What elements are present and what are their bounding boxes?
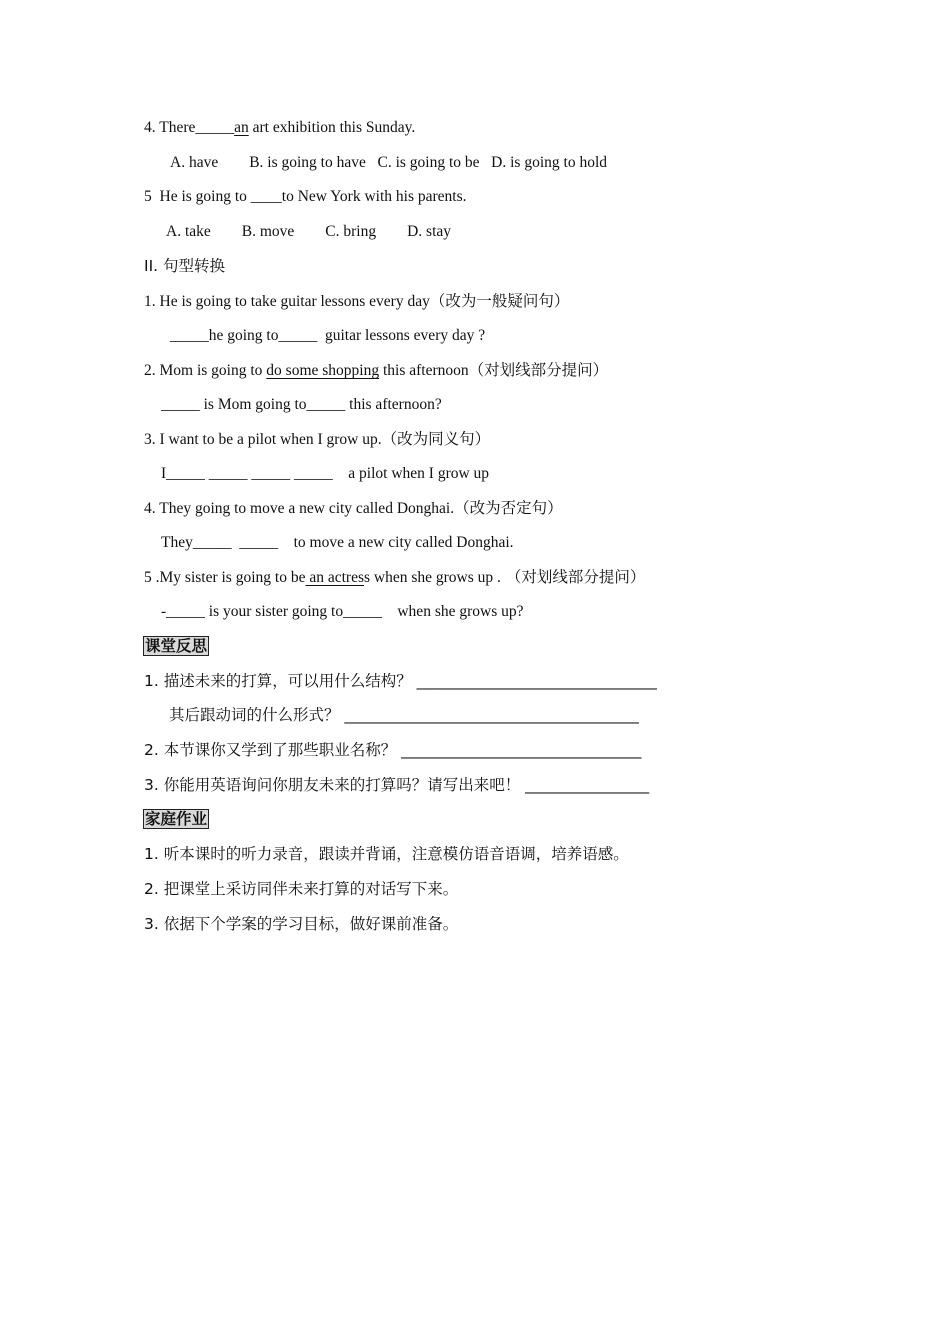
question-5-options: A. take B. move C. bring D. stay xyxy=(166,223,452,240)
transform-2-prompt-cn: （对划线部分提问） xyxy=(468,361,609,379)
homework-item-1: 1. 听本课时的听力录音，跟读并背诵，注意模仿语音语调，培养语感。 xyxy=(144,845,629,863)
homework-section xyxy=(143,809,209,830)
transform-4-prompt xyxy=(144,498,563,519)
transform-3-prompt-en: 3. I want to be a pilot when I grow up. xyxy=(144,431,382,448)
homework-item-2: 2. 把课堂上采访同伴未来打算的对话写下来。 xyxy=(144,880,459,898)
reflection-item-3: 3. 你能用英语询问你朋友未来的打算吗？请写出来吧！ ________________ xyxy=(144,776,650,794)
transform-2-prompt-post: this afternoon xyxy=(379,362,469,379)
question-4-number: 4. There xyxy=(144,119,196,136)
transform-5-underlined: an actres xyxy=(305,569,364,586)
reflection-item-2: 2. 本节课你又学到了那些职业名称？ _______________________________ xyxy=(144,741,642,759)
transform-5-prompt-post: s when she grows up . xyxy=(364,569,501,586)
transform-4-prompt-cn: （改为否定句） xyxy=(454,499,563,517)
question-4 xyxy=(144,118,415,138)
question-4-rest: art exhibition this Sunday. xyxy=(248,119,416,136)
transform-5-prompt xyxy=(144,567,645,588)
transform-4-prompt-en: 4. They going to move a new city called Donghai. xyxy=(144,500,455,517)
reflection-item-1b: 其后跟动词的什么形式？ ______________________________________ xyxy=(169,706,639,724)
section-2-title: II. 句型转换 xyxy=(144,257,225,275)
reflection-section xyxy=(143,636,209,657)
transform-2-prompt xyxy=(144,360,608,381)
question-4-underlined: an xyxy=(234,119,249,136)
reflection-item-1: 1. 描述未来的打算，可以用什么结构？ _______________________________ xyxy=(144,672,657,690)
transform-1-prompt xyxy=(144,291,569,312)
transform-1-prompt-cn: （改为一般疑问句） xyxy=(429,292,570,310)
transform-3-prompt-cn: （改为同义句） xyxy=(381,430,491,448)
transform-5-prompt-cn: （对划线部分提问） xyxy=(500,568,646,586)
transform-4-answer: They_____ _____ to move a new city called Donghai. xyxy=(161,534,514,551)
question-4-options: A. have B. is going to have C. is going to be D. is going to hold xyxy=(170,154,607,171)
transform-2-underlined: do some shopping xyxy=(266,362,380,379)
transform-2-prompt-pre: 2. Mom is going to xyxy=(144,362,267,379)
question-5: 5 He is going to ____to New York with his parents. xyxy=(144,188,467,205)
question-4-blank: _____ xyxy=(195,119,235,136)
transform-1-prompt-en: 1. He is going to take guitar lessons every day xyxy=(144,293,430,310)
transform-5-prompt-pre: 5 .My sister is going to be xyxy=(144,569,306,586)
homework-heading: 家庭作业 xyxy=(145,810,208,828)
transform-2-answer: _____ is Mom going to_____ this afternoon? xyxy=(161,396,442,413)
transform-3-prompt xyxy=(144,429,490,450)
transform-3-answer: I_____ _____ _____ _____ a pilot when I grow up xyxy=(161,465,490,482)
transform-5-answer: -_____ is your sister going to_____ when she grows up? xyxy=(161,603,524,620)
reflection-heading: 课堂反思 xyxy=(145,637,208,655)
homework-item-3: 3. 依据下个学案的学习目标，做好课前准备。 xyxy=(144,915,459,933)
transform-1-answer: _____he going to_____ guitar lessons every day ? xyxy=(170,327,486,344)
